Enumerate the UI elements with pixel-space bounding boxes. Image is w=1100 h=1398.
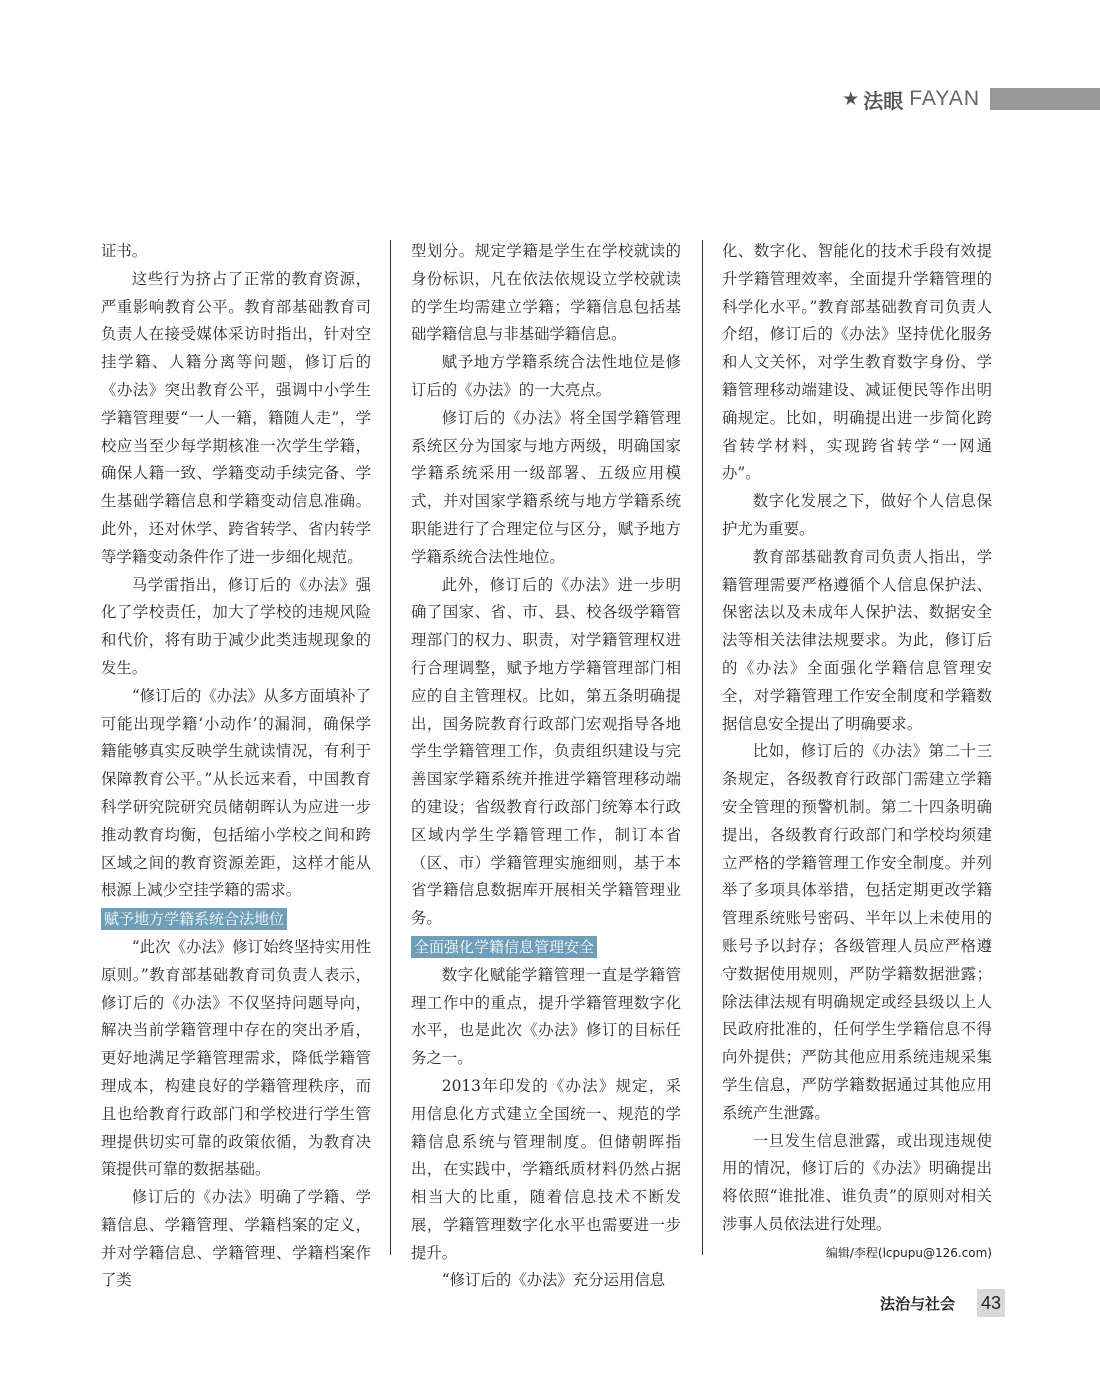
column-divider: [390, 240, 391, 1255]
paragraph: “此次《办法》修订始终坚持实用性原则。”教育部基础教育司负责人表示，修订后的《办法》不仅坚持问题导向，解决当前学籍管理中存在的突出矛盾，更好地满足学籍管理需求，降低学籍管理成本，构建良好的学籍管理秩序，而且也给教育行政部门和学校进行学生管理提供切实可靠的政策依循，为教育决策提供可靠的数据基础。: [101, 937, 371, 1179]
section-title-cn: 法眼: [863, 88, 904, 113]
paragraph: 赋予地方学籍系统合法性地位是修订后的《办法》的一大亮点。: [411, 353, 681, 399]
paragraph: 比如，修订后的《办法》第二十三条规定，各级教育行政部门需建立学籍安全管理的预警机制。第二十四条明确提出，各级教育行政部门和学校均须建立严格的学籍管理工作安全制度。并列举了多项具体举措，包括定期更改学籍管理系统账号密码、半年以上未使用的账号予以封存；各级管理人员应严格遵守数据使用规则，严防学籍数据泄露；除法律法规有明确规定或经县级以上人民政府批准的，任何学生学籍信息不得向外提供；严防其他应用系统违规采集学生信息，严防学籍数据通过其他应用系统产生泄露。: [722, 742, 992, 1122]
paragraph: 型划分。规定学籍是学生在学校就读的身份标识，凡在依法依规设立学校就读的学生均需建立学籍；学籍信息包括基础学籍信息与非基础学籍信息。: [411, 242, 681, 344]
paragraph: 数字化发展之下，做好个人信息保护尤为重要。: [722, 492, 992, 538]
article-column-1: [101, 238, 371, 1295]
section-title-en: FAYAN: [909, 87, 980, 110]
paragraph: 这些行为挤占了正常的教育资源，严重影响教育公平。教育部基础教育司负责人在接受媒体采访时指出，针对空挂学籍、人籍分离等问题，修订后的《办法》突出教育公平，强调中小学生学籍管理要“一人一籍，籍随人走”，学校应当至少每学期核准一次学生学籍，确保人籍一致、学籍变动手续完备、学生基础学籍信息和学籍变动信息准确。此外，还对休学、跨省转学、省内转学等学籍变动条件作了进一步细化规范。: [101, 269, 371, 566]
paragraph: 一旦发生信息泄露，或出现违规使用的情况，修订后的《办法》明确提出将依照“谁批准、谁负责”的原则对相关涉事人员依法进行处理。: [722, 1131, 992, 1233]
page-footer: [880, 1288, 1005, 1318]
paragraph: 此外，修订后的《办法》进一步明确了国家、省、市、县、校各级学籍管理部门的权力、职责，对学籍管理权进行合理调整，赋予地方学籍管理部门相应的自主管理权。比如，第五条明确提出，国务院教育行政部门宏观指导各地学生学籍管理工作，负责组织建设与完善国家学籍系统并推进学籍管理移动端的建设；省级教育行政部门统筹本行政区域内学生学籍管理工作，制订本省（区、市）学籍管理实施细则，基于本省学籍信息数据库开展相关学籍管理业务。: [411, 575, 681, 928]
star-icon: ★: [842, 88, 860, 110]
paragraph: 证书。: [101, 242, 148, 260]
page-number: 43: [977, 1289, 1005, 1317]
paragraph: 教育部基础教育司负责人指出，学籍管理需要严格遵循个人信息保护法、保密法以及未成年人保护法、数据安全法等相关法律法规要求。为此，修订后的《办法》全面强化学籍信息管理安全，对学籍管理工作安全制度和学籍数据信息安全提出了明确要求。: [722, 547, 992, 733]
section-heading: 赋予地方学籍系统合法地位: [101, 908, 287, 930]
paragraph: 修订后的《办法》将全国学籍管理系统区分为国家与地方两级，明确国家学籍系统采用一级部署、五级应用模式，并对国家学籍系统与地方学籍系统职能进行了合理定位与区分，赋予地方学籍系统合法性地位。: [411, 408, 681, 566]
section-header: [842, 86, 1100, 112]
paragraph: “修订后的《办法》从多方面填补了可能出现学籍‘小动作’的漏洞，确保学籍能够真实反映学生就读情况，有利于保障教育公平。”从长远来看，中国教育科学研究院研究员储朝晖认为应进一步推动教育均衡，包括缩小学校之间和跨区域之间的教育资源差距，这样才能从根源上减少空挂学籍的需求。: [101, 686, 371, 900]
paragraph: 化、数字化、智能化的技术手段有效提升学籍管理效率，全面提升学籍管理的科学化水平。”教育部基础教育司负责人介绍，修订后的《办法》坚持优化服务和人文关怀，对学生教育数字身份、学籍管理移动端建设、减证便民等作出明确规定。比如，明确提出进一步简化跨省转学材料，实现跨省转学“一网通办”。: [722, 242, 992, 483]
column-divider: [702, 240, 703, 1255]
magazine-name: 法治与社会: [880, 1294, 956, 1313]
paragraph: 修订后的《办法》明确了学籍、学籍信息、学籍管理、学籍档案的定义，并对学籍信息、学籍管理、学籍档案作了类: [101, 1188, 371, 1290]
paragraph: 2013年印发的《办法》规定，采用信息化方式建立全国统一、规范的学籍信息系统与管理制度。但储朝晖指出，在实践中，学籍纸质材料仍然占据相当大的比重，随着信息技术不断发展，学籍管理数字化水平也需要进一步提升。: [411, 1076, 681, 1262]
section-heading: 全面强化学籍信息管理安全: [411, 936, 597, 958]
header-bar: [990, 88, 1100, 110]
editor-credit: 编辑/李程(lcpupu@126.com): [825, 1245, 992, 1260]
paragraph: “修订后的《办法》充分运用信息: [441, 1271, 666, 1290]
article-column-3: [722, 238, 992, 1263]
article-column-2: [411, 238, 681, 1295]
paragraph: 马学雷指出，修订后的《办法》强化了学校责任，加大了学校的违规风险和代价，将有助于减少此类违规现象的发生。: [101, 575, 371, 677]
paragraph: 数字化赋能学籍管理一直是学籍管理工作中的重点，提升学籍管理数字化水平，也是此次《办法》修订的目标任务之一。: [411, 965, 681, 1068]
